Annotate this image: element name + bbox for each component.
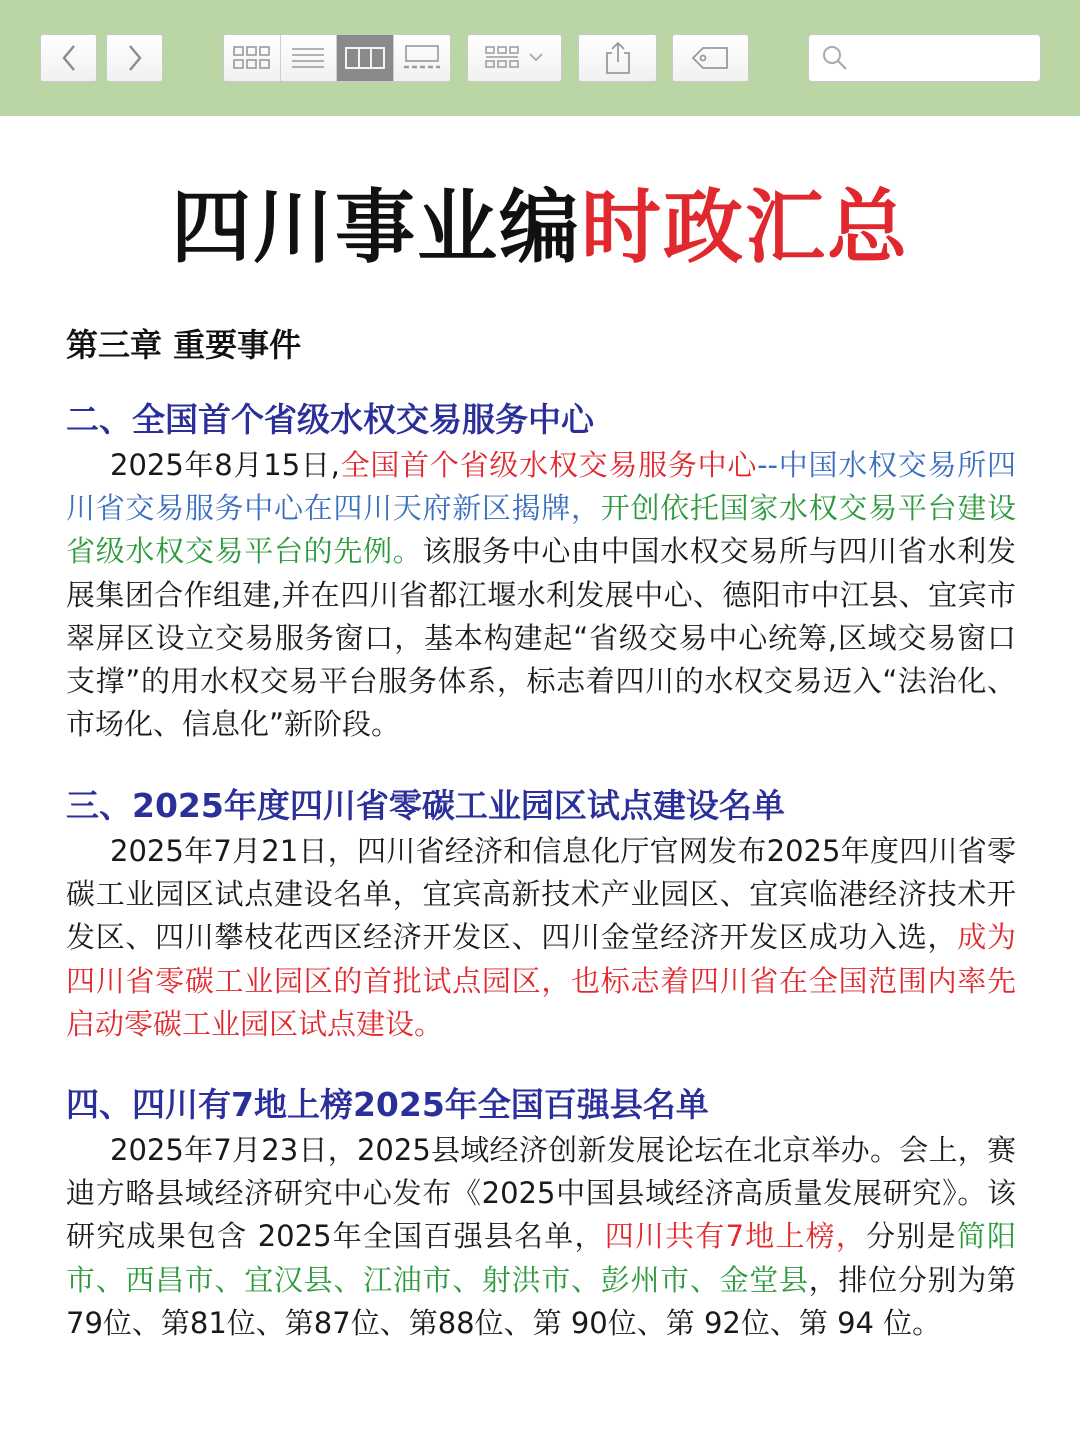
para-rankings: ，排位分别为第79位、第81位、第87位、第88位、第 90位、第 92位、第 94 位。 — [66, 1262, 1016, 1340]
para-dash: -- — [757, 448, 778, 482]
para-highlight-red: 全国首个省级水权交易服务中心 — [339, 448, 758, 482]
gallery-view-button[interactable] — [394, 35, 450, 81]
para-body: 该服务中心由中国水权交易所与四川省水利发展集团合作组建,并在四川省都江堰水利发展中心、德阳市中江县、宜宾市翠屏区设立交易服务窗口，基本构建起“省级交易中心统筹,区域交易窗口支撑”的用水权交易平台服务体系，标志着四川的水权交易迈入“法治化、市场化、信息化”新阶段。 — [66, 534, 1016, 742]
chevron-right-icon — [125, 43, 145, 73]
section-paragraph — [66, 1129, 1016, 1345]
section-water-rights — [66, 398, 1016, 746]
chevron-left-icon — [59, 43, 79, 73]
tag-button[interactable] — [672, 34, 749, 82]
column-view-button[interactable] — [337, 35, 394, 81]
section-heading: 二、全国首个省级水权交易服务中心 — [66, 400, 594, 439]
section-paragraph — [66, 444, 1016, 746]
para-highlight-blue: 中国水权交易所四川省交易服务中心在四川天府新区揭牌， — [66, 448, 1016, 526]
group-by-icon — [484, 45, 546, 71]
list-view-icon — [291, 46, 325, 70]
toolbar — [0, 0, 1080, 116]
group-by-button[interactable] — [467, 34, 562, 82]
section-paragraph — [66, 830, 1016, 1046]
para-date: 2025年8月15日, — [110, 448, 340, 482]
para-body: 2025年7月23日，2025县域经济创新发展论坛在北京举办。会上，赛迪方略县域经济研究中心发布《2025中国县域经济高质量发展研究》。该研究成果包含 2025年全国百强县名单， — [66, 1133, 1016, 1254]
share-icon — [603, 41, 633, 75]
forward-button[interactable] — [106, 34, 163, 82]
para-highlight-green: 开创依托国家水权交易平台建设省级水权交易平台的先例。 — [66, 491, 1016, 569]
para-highlight-green: 简阳市、西昌市、宜汉县、江油市、射洪市、彭州市、金堂县 — [66, 1219, 1016, 1297]
chevron-down-icon — [530, 54, 542, 60]
chapter-heading: 第三章 重要事件 — [66, 326, 302, 364]
share-button[interactable] — [578, 34, 657, 82]
view-mode-switcher — [223, 34, 451, 82]
tag-icon — [691, 45, 731, 71]
document-title — [0, 178, 1080, 278]
list-view-button[interactable] — [281, 35, 338, 81]
section-heading: 三、2025年度四川省零碳工业园区试点建设名单 — [66, 786, 785, 825]
grid-view-icon — [232, 45, 272, 71]
search-icon — [821, 44, 849, 72]
column-view-icon — [345, 46, 385, 70]
para-body: 2025年7月21日，四川省经济和信息化厅官网发布2025年度四川省零碳工业园区试点建设名单，宜宾高新技术产业园区、宜宾临港经济技术开发区、四川攀枝花西区经济开发区、四川金堂经济开发区成功入选， — [66, 834, 1016, 955]
grid-view-button[interactable] — [224, 35, 281, 81]
para-connector: 分别是 — [866, 1219, 957, 1254]
para-highlight-red: 四川共有7地上榜， — [604, 1219, 867, 1254]
section-heading: 四、四川有7地上榜2025年全国百强县名单 — [66, 1085, 709, 1124]
title-red-part: 时政汇总 — [581, 181, 909, 274]
section-top-counties — [66, 1083, 1016, 1345]
back-button[interactable] — [40, 34, 97, 82]
gallery-view-icon — [402, 45, 442, 71]
para-highlight-red: 成为四川省零碳工业园区的首批试点园区，也标志着四川省在全国范围内率先启动零碳工业园区试点建设。 — [66, 920, 1016, 1041]
search-field[interactable] — [808, 34, 1041, 82]
section-zero-carbon-parks — [66, 784, 1016, 1046]
title-black-part: 四川事业编 — [171, 181, 581, 274]
